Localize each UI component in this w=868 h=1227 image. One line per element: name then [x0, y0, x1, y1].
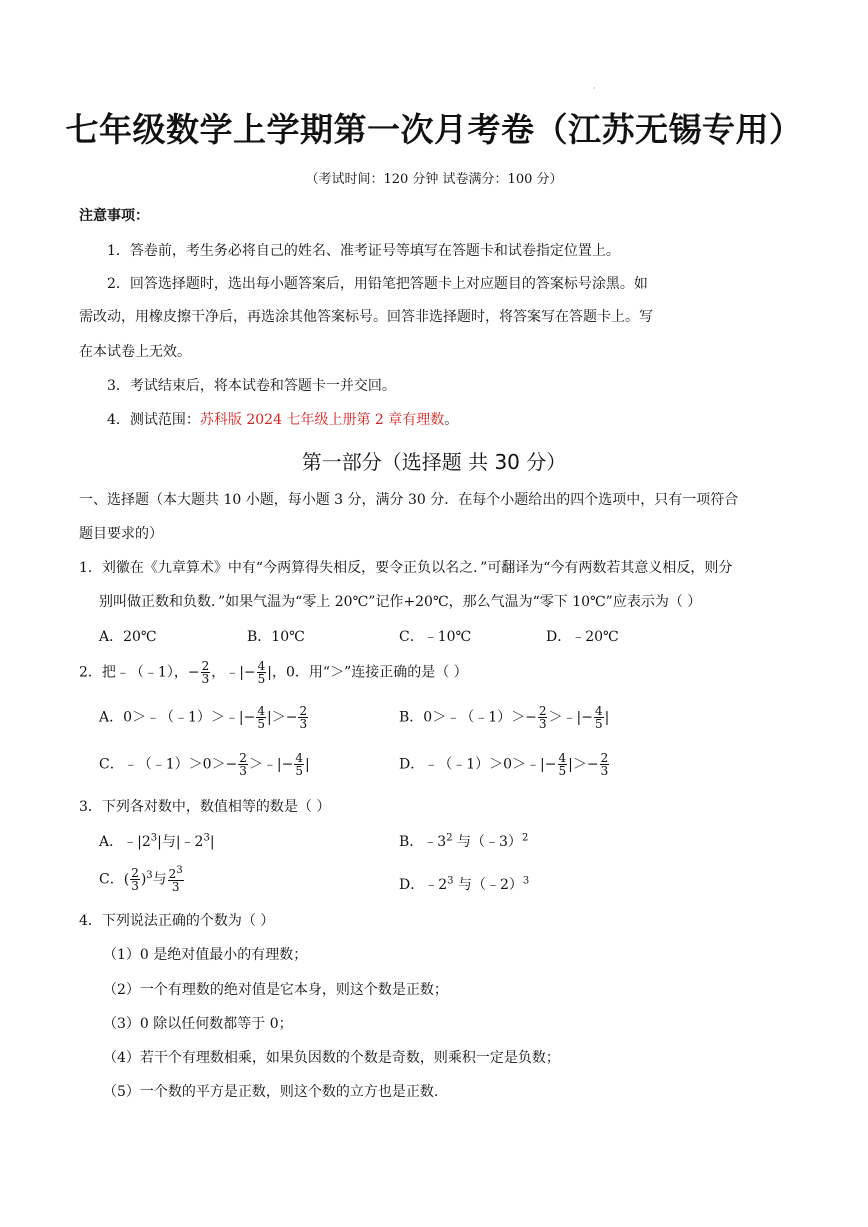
q4-statement-3: （3）0 除以任何数都等于 0； [103, 1016, 293, 1032]
note-4-prefix: 4．测试范围： [107, 412, 200, 428]
part-1-heading: 第一部分（选择题 共 30 分） [301, 450, 567, 474]
q2-option-d: D．﹣（﹣1）＞0＞﹣|− $\frac{4}{5}$ |＞− $\frac{2}{3}$ [399, 751, 609, 778]
fraction: $\frac{4}{5}$ [257, 704, 266, 731]
q1-stem-line-1: 1．刘徽在《九章算术》中有“今两算得失相反，要令正负以名之．”可翻译为“今有两数若其意义相反，则分 [79, 560, 733, 576]
fraction: $\frac{2}{3}$ [538, 704, 547, 731]
q1-option-a: A．20℃ [99, 629, 157, 645]
q2-option-a: A．0＞﹣（﹣1）＞﹣|− $\frac{4}{5}$ |＞− $\frac{2}{3}$ [99, 704, 308, 731]
q3-option-a: A．$﹣|2^3|$与$|﹣2^3|$ [99, 832, 215, 850]
stray-mark: · [593, 84, 596, 93]
q1-stem-line-2: 别叫做正数和负数．”如果气温为“零上 20℃”记作+20℃，那么气温为“零下 10℃”应表示为（ ） [99, 594, 702, 610]
exam-info: （考试时间：120 分钟 试卷满分：100 分） [305, 172, 563, 187]
fraction: $\frac{2}{3}$ [299, 704, 308, 731]
note-1: 1．答卷前，考生务必将自己的姓名、准考证号等填写在答题卡和试卷指定位置上。 [107, 243, 620, 259]
q4-statement-4: （4）若干个有理数相乘，如果负因数的个数是奇数，则乘积一定是负数； [103, 1050, 560, 1066]
fraction: $\frac{2}{3}$ [600, 751, 609, 778]
fraction: $\frac{4}{5}$ [295, 751, 303, 778]
q1-option-b: B．10℃ [247, 629, 305, 645]
q3-option-c: C．( $\frac{2}{3}$ )$^3$与 $\frac{2^3}{3}$ [99, 865, 183, 894]
fraction: $\frac{2}{3}$ [131, 866, 139, 893]
q2-stem: 2．把﹣（﹣1），− $\frac{2}{3}$ ，﹣|− $\frac{4}{5}$ |，0．用“＞”连接正确的是（ ） [79, 659, 468, 686]
q4-stem: 4．下列说法正确的个数为（ ） [79, 913, 275, 929]
fraction: $\frac{4}{5}$ [558, 751, 567, 778]
q1-option-d: D．﹣20℃ [546, 629, 619, 645]
q3-option-b: B．$﹣3^2$ 与（﹣3）$^2$ [399, 832, 529, 850]
fraction: $\frac{2^3}{3}$ [168, 865, 183, 894]
note-4 [107, 409, 458, 429]
fraction: $\frac{2}{3}$ [239, 751, 247, 778]
notes-heading: 注意事项： [79, 208, 149, 224]
q2-option-b: B．0＞﹣（﹣1）＞− $\frac{2}{3}$ ＞﹣|− $\frac{4}{5}$ | [399, 704, 610, 731]
q4-statement-1: （1）0 是绝对值最小的有理数； [103, 947, 308, 963]
fraction: $\frac{4}{5}$ [257, 659, 266, 686]
note-4-suffix: 。 [444, 412, 459, 428]
fraction: $\frac{4}{5}$ [594, 704, 603, 731]
page-title: 七年级数学上学期第一次月考卷（江苏无锡专用） [65, 110, 803, 149]
q3-option-d: D．$﹣2^3$ 与（﹣2）$^3$ [399, 875, 530, 893]
q3-stem: 3．下列各对数中，数值相等的数是（ ） [79, 799, 331, 815]
test-scope: 苏科版 2024 七年级上册第 2 章有理数 [199, 412, 445, 428]
note-2-line-1: 2．回答选择题时，选出每小题答案后，用铅笔把答题卡上对应题目的答案标号涂黑。如 [107, 276, 648, 292]
fraction: $\frac{2}{3}$ [201, 659, 210, 686]
note-3: 3．考试结束后，将本试卷和答题卡一并交回。 [107, 378, 396, 394]
q4-statement-2: （2）一个有理数的绝对值是它本身，则这个数是正数； [103, 982, 448, 998]
q2-option-c: C．﹣（﹣1）＞0＞− $\frac{2}{3}$ ＞﹣|− $\frac{4}{5}$ | [99, 751, 310, 778]
q4-statement-5: （5）一个数的平方是正数，则这个数的立方也是正数. [103, 1084, 439, 1100]
note-2-line-3: 在本试卷上无效。 [79, 344, 191, 360]
section-intro-line-2: 题目要求的） [79, 526, 163, 542]
section-intro-line-1: 一、选择题（本大题共 10 小题，每小题 3 分，满分 30 分．在每个小题给出的四个选项中，只有一项符合 [79, 492, 739, 508]
note-2-line-2: 需改动，用橡皮擦干净后，再选涂其他答案标号。回答非选择题时，将答案写在答题卡上。写 [79, 309, 653, 325]
q1-option-c: C．﹣10℃ [399, 629, 472, 645]
